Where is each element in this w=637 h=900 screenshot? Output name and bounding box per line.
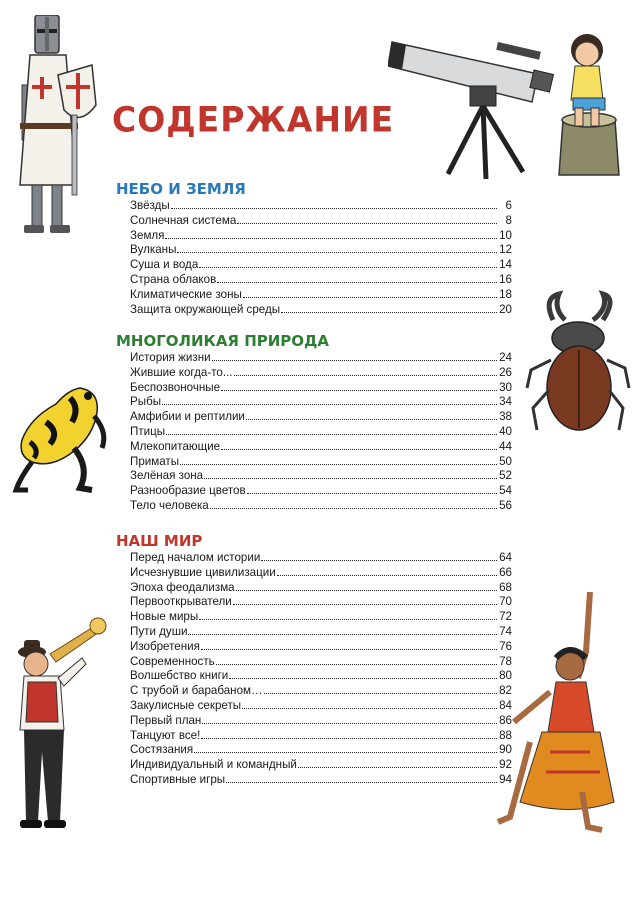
toc-entry-title: Пути души xyxy=(130,624,188,638)
toc-leader-dots xyxy=(246,419,497,420)
toc-entry-page: 84 xyxy=(499,698,512,712)
toc-entry-page: 56 xyxy=(499,498,512,512)
toc-leader-dots xyxy=(247,493,497,494)
telescope-illustration xyxy=(388,14,568,184)
toc-leader-dots xyxy=(162,404,497,405)
toc-list-our-world xyxy=(130,551,512,788)
toc-entry[interactable] xyxy=(130,758,512,773)
toc-entry-page: 78 xyxy=(499,654,512,668)
toc-entry-title: С трубой и барабаном… xyxy=(130,684,263,698)
toc-leader-dots xyxy=(233,604,497,605)
toc-leader-dots xyxy=(177,252,497,253)
toc-entry-page: 14 xyxy=(499,258,512,272)
toc-entry-title: Закулисные секреты xyxy=(130,698,242,712)
toc-entry-page: 80 xyxy=(499,669,512,683)
toc-entry-page: 64 xyxy=(499,551,512,564)
toc-entry-title: Изобретения xyxy=(130,639,200,653)
toc-leader-dots xyxy=(277,575,497,576)
toc-leader-dots xyxy=(243,297,497,298)
toc-entry-title: Зелёная зона xyxy=(130,469,204,483)
toc-leader-dots xyxy=(210,508,497,509)
toc-entry-page: 30 xyxy=(499,380,512,394)
toc-leader-dots xyxy=(171,208,497,209)
toc-leader-dots xyxy=(204,478,497,479)
frog-illustration xyxy=(10,378,110,498)
toc-entry-page: 18 xyxy=(499,287,512,301)
toc-leader-dots xyxy=(199,267,497,268)
toc-entry[interactable] xyxy=(130,381,512,396)
toc-leader-dots xyxy=(212,360,497,361)
toc-entry-title: Суша и вода xyxy=(130,258,199,272)
toc-leader-dots xyxy=(180,464,497,465)
page-title: СОДЕРЖАНИЕ xyxy=(112,99,395,140)
toc-leader-dots xyxy=(236,590,497,591)
toc-entry-page: 82 xyxy=(499,684,512,698)
toc-entry-page: 76 xyxy=(499,639,512,653)
toc-entry[interactable] xyxy=(130,469,512,484)
toc-leader-dots xyxy=(226,782,497,783)
toc-entry-title: Индивидуальный и командный xyxy=(130,758,297,772)
toc-entry-title: Состязания xyxy=(130,743,194,757)
toc-entry-title: Разнообразие цветов xyxy=(130,484,246,498)
toc-entry-title: Рыбы xyxy=(130,395,162,409)
toc-leader-dots xyxy=(229,678,497,679)
toc-entry[interactable] xyxy=(130,214,512,229)
toc-entry-title: Современность xyxy=(130,654,215,668)
toc-entry[interactable] xyxy=(130,773,512,788)
section-heading-nature: МНОГОЛИКАЯ ПРИРОДА xyxy=(116,332,330,350)
toc-entry-page: 12 xyxy=(499,243,512,257)
toc-entry-title: Климатические зоны xyxy=(130,287,242,301)
toc-list-sky-earth xyxy=(130,199,512,317)
toc-entry-title: Беспозвоночные xyxy=(130,380,221,394)
toc-entry-title: Млекопитающие xyxy=(130,439,221,453)
toc-leader-dots xyxy=(201,738,497,739)
toc-leader-dots xyxy=(202,723,497,724)
toc-entry-page: 50 xyxy=(499,454,512,468)
toc-entry[interactable] xyxy=(130,566,512,581)
toc-leader-dots xyxy=(261,560,497,561)
toc-list-nature xyxy=(130,351,512,514)
toc-entry-page: 90 xyxy=(499,743,512,757)
toc-leader-dots xyxy=(264,693,497,694)
toc-entry-title: Солнечная система xyxy=(130,213,237,227)
toc-entry-page: 16 xyxy=(499,272,512,286)
toc-leader-dots xyxy=(298,767,497,768)
toc-entry-page: 8 xyxy=(505,213,512,227)
toc-entry-page: 68 xyxy=(499,580,512,594)
toc-entry-title: Звёзды xyxy=(130,199,170,212)
toc-entry-title: Тело человека xyxy=(130,498,209,512)
knight-illustration xyxy=(10,15,105,235)
toc-leader-dots xyxy=(221,449,497,450)
toc-entry-title: Первый план xyxy=(130,713,202,727)
toc-entry-title: Вулканы xyxy=(130,243,177,257)
toc-entry-title: Танцуют все! xyxy=(130,728,201,742)
toc-leader-dots xyxy=(221,390,497,391)
toc-entry-page: 26 xyxy=(499,365,512,379)
toc-entry-title: Эпоха феодализма xyxy=(130,580,235,594)
toc-entry[interactable] xyxy=(130,425,512,440)
girl-illustration xyxy=(555,30,625,180)
toc-entry-page: 44 xyxy=(499,439,512,453)
toc-entry[interactable] xyxy=(130,288,512,303)
toc-entry[interactable] xyxy=(130,243,512,258)
toc-entry-page: 24 xyxy=(499,351,512,364)
toc-entry-title: Приматы xyxy=(130,454,180,468)
toc-entry-page: 52 xyxy=(499,469,512,483)
toc-entry[interactable] xyxy=(130,258,512,273)
toc-leader-dots xyxy=(199,619,497,620)
toc-entry-page: 20 xyxy=(499,302,512,316)
toc-entry-page: 72 xyxy=(499,610,512,624)
toc-entry-title: Жившие когда-то... xyxy=(130,365,233,379)
toc-entry[interactable] xyxy=(130,743,512,758)
toc-entry-title: Птицы xyxy=(130,424,166,438)
toc-entry[interactable] xyxy=(130,273,512,288)
toc-leader-dots xyxy=(165,238,497,239)
toc-entry[interactable] xyxy=(130,625,512,640)
toc-entry-page: 10 xyxy=(499,228,512,242)
toc-leader-dots xyxy=(216,664,497,665)
section-heading-our-world: НАШ МИР xyxy=(116,532,203,550)
toc-entry-title: Перед началом истории xyxy=(130,551,261,564)
toc-entry-page: 66 xyxy=(499,565,512,579)
toc-entry[interactable] xyxy=(130,199,512,214)
toc-leader-dots xyxy=(188,634,497,635)
trumpeter-illustration xyxy=(10,612,110,847)
toc-entry[interactable] xyxy=(130,640,512,655)
toc-entry-page: 74 xyxy=(499,624,512,638)
toc-entry[interactable] xyxy=(130,595,512,610)
toc-leader-dots xyxy=(281,312,497,313)
toc-entry-title: Защита окружающей среды xyxy=(130,302,281,316)
toc-entry-title: Амфибии и рептилии xyxy=(130,410,245,424)
toc-entry[interactable] xyxy=(130,303,512,318)
toc-leader-dots xyxy=(201,649,497,650)
toc-entry[interactable] xyxy=(130,229,512,244)
toc-entry[interactable] xyxy=(130,351,512,366)
dancer-illustration xyxy=(490,592,630,837)
toc-entry[interactable] xyxy=(130,440,512,455)
toc-entry[interactable] xyxy=(130,499,512,514)
toc-entry-title: Спортивные игры xyxy=(130,772,226,786)
toc-entry-title: Первооткрыватели xyxy=(130,595,232,609)
toc-entry-title: Новые миры xyxy=(130,610,199,624)
toc-entry[interactable] xyxy=(130,655,512,670)
toc-entry[interactable] xyxy=(130,581,512,596)
toc-entry-page: 92 xyxy=(499,758,512,772)
toc-leader-dots xyxy=(194,752,497,753)
toc-entry[interactable] xyxy=(130,366,512,381)
toc-entry[interactable] xyxy=(130,455,512,470)
toc-entry-page: 54 xyxy=(499,484,512,498)
toc-entry-title: Страна облаков xyxy=(130,272,217,286)
toc-entry-title: Волшебство книги xyxy=(130,669,229,683)
toc-leader-dots xyxy=(166,434,497,435)
toc-entry-page: 86 xyxy=(499,713,512,727)
toc-entry-page: 94 xyxy=(499,772,512,786)
toc-entry-title: Исчезнувшие цивилизации xyxy=(130,565,276,579)
beetle-illustration xyxy=(523,290,633,440)
toc-entry-page: 88 xyxy=(499,728,512,742)
toc-entry[interactable] xyxy=(130,699,512,714)
toc-leader-dots xyxy=(234,375,497,376)
toc-entry[interactable] xyxy=(130,484,512,499)
toc-leader-dots xyxy=(242,708,497,709)
toc-entry[interactable] xyxy=(130,729,512,744)
toc-entry-page: 70 xyxy=(499,595,512,609)
toc-entry[interactable] xyxy=(130,551,512,566)
toc-entry[interactable] xyxy=(130,395,512,410)
toc-entry-page: 38 xyxy=(499,410,512,424)
section-heading-sky-earth: НЕБО И ЗЕМЛЯ xyxy=(116,180,246,198)
toc-leader-dots xyxy=(217,282,497,283)
toc-leader-dots xyxy=(237,223,497,224)
toc-entry[interactable] xyxy=(130,684,512,699)
toc-entry[interactable] xyxy=(130,669,512,684)
toc-entry-page: 40 xyxy=(499,424,512,438)
toc-entry-title: Земля xyxy=(130,228,165,242)
toc-entry[interactable] xyxy=(130,610,512,625)
toc-entry[interactable] xyxy=(130,410,512,425)
toc-entry-title: История жизни xyxy=(130,351,211,364)
toc-entry-page: 34 xyxy=(499,395,512,409)
toc-entry[interactable] xyxy=(130,714,512,729)
toc-entry-page: 6 xyxy=(505,199,512,212)
